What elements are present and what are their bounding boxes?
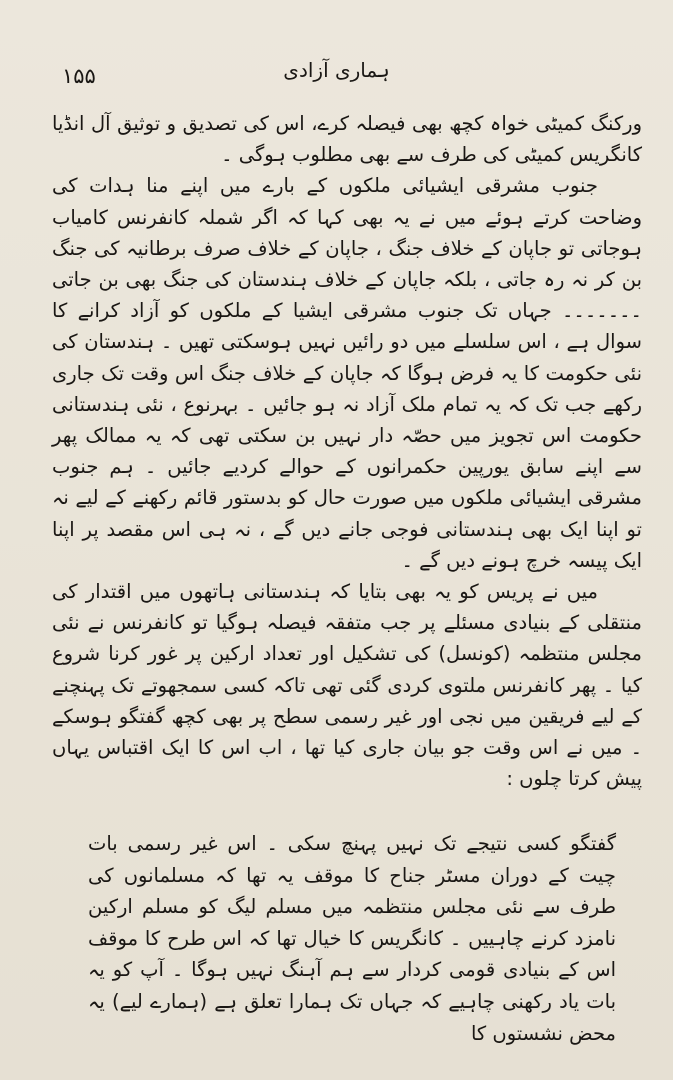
page-number: ۱۵۵ <box>62 64 96 88</box>
paragraph-continuation: ورکنگ کمیٹی خواہ کچھ بھی فیصلہ کرے، اس کی تصدیق و توثیق آل انڈیا کانگریس کمیٹی کی طرف سے بھی مطلوب ہوگی ۔ <box>52 112 642 167</box>
paragraph: میں نے پریس کو یہ بھی بتایا کہ ہندستانی ہاتھوں میں اقتدار کی منتقلی کے بنیادی مسئلے پر جب متفقہ فیصلہ ہوگیا تو کانفرنس نے نئی مجلس منتظمہ (کونسل) کی تشکیل اور تعداد ارکین پر غور کرنا شروع کیا ۔ پھر کانفرنس ملتوی کردی گئی تھی تاکہ کسی سمجھوتے تک پہنچنے کے لیے فریقین میں نجی اور غیر رسمی سطح پر بھی کچھ گفتگو ہوسکے ۔ میں نے اس وقت جو بیان جاری کیا تھا ، اب اس کا ایک اقتباس یہاں پیش کرتا چلوں : <box>52 580 642 791</box>
block-quote <box>88 828 616 1049</box>
quote-text: گفتگو کسی نتیجے تک نہیں پہنچ سکی ۔ اس غیر رسمی بات چیت کے دوران مسٹر جناح کا موقف یہ تھا کہ مسلمانوں کی طرف سے نئی مجلس منتظمہ میں مسلم لیگ کو مسلم ارکین نامزد کرنے چاہییں ۔ کانگریس کا خیال تھا کہ اس طرح کا موقف اس کے بنیادی قومی کردار سے ہم آہنگ نہیں ہوگا ۔ آپ کو یہ بات یاد رکھنی چاہیے کہ جہاں تک ہمارا تعلق ہے (ہمارے لیے) یہ محض نشستوں کا <box>88 832 616 1045</box>
body-text <box>52 108 642 794</box>
page-header <box>0 58 673 98</box>
paragraph: جنوب مشرقی ایشیائی ملکوں کے بارے میں اپنے منا ہدات کی وضاحت کرتے ہوئے میں نے یہ بھی کہا کہ اگر شملہ کانفرنس کامیاب ہوجاتی تو جاپان کے خلاف جنگ ، جاپان کے خلاف صرف برطانیہ کی جنگ بن کر نہ رہ جاتی ، بلکہ جاپان کے خلاف ہندستان کی جنگ بھی بن جاتی ۔۔۔۔۔۔۔ جہاں تک جنوب مشرقی ایشیا کے ملکوں کو آزاد کرانے کا سوال ہے ، اس سلسلے میں دو رائیں نہیں ہوسکتی تھیں ۔ ہندستان کی نئی حکومت کا یہ فرض ہوگا کہ جاپان کے خلاف جنگ اس وقت تک جاری رکھے جب تک کہ یہ تمام ملک آزاد نہ ہو جائیں ۔ بہرنوع ، نئی ہندستانی حکومت اس تجویز میں حصّہ دار نہیں بن سکتی تھی کہ یہ ممالک پھر سے اپنے سابق یورپین حکمرانوں کے حوالے کردیے جائیں ۔ ہم جنوب مشرقی ایشیائی ملکوں میں صورت حال کو بدستور قائم رکھنے کے لیے نہ تو اپنا ایک بھی ہندستانی فوجی جانے دیں گے ، نہ ہی اس مقصد پر اپنا ایک پیسہ خرچ ہونے دیں گے ۔ <box>52 174 642 572</box>
running-title: ہماری آزادی <box>283 58 390 82</box>
